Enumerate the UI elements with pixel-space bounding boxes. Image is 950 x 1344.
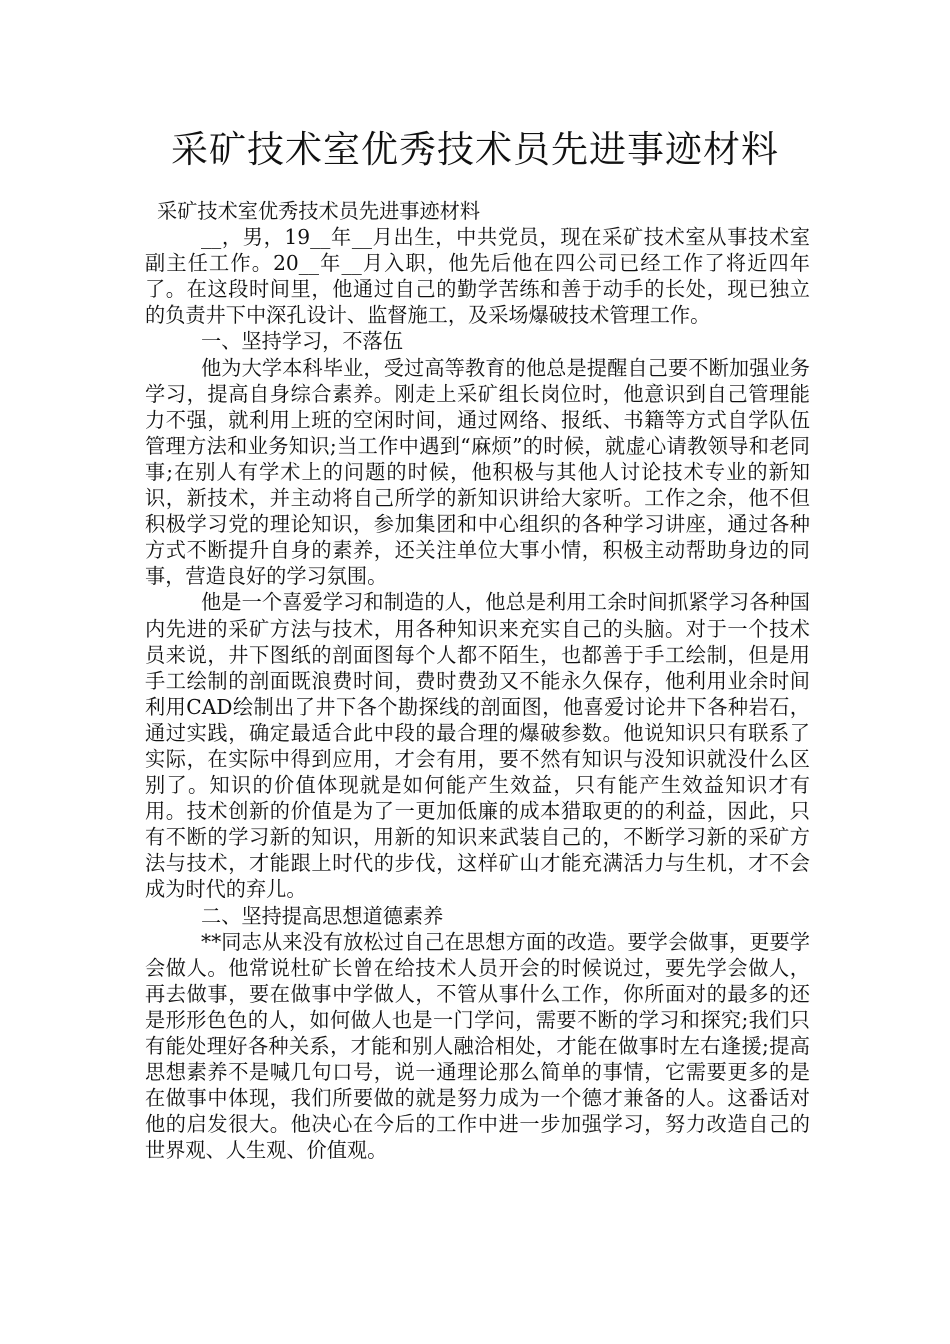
paragraph-study-2: 他是一个喜爱学习和制造的人，他总是利用工余时间抓紧学习各种国内先进的采矿方法与技术，用各种知识来充实自己的头脑。对于一个技术员来说，井下图纸的剖面图每个人都不陌生，也都善于手工绘制，但是用手工绘制的剖面既浪费时间，费时费劲又不能永久保存，他利用业余时间利用CAD绘制出了井下各个勘探线的剖面图，他喜爱讨论井下各种岩石，通过实践，确定最适合此中段的最合理的爆破参数。他说知识只有联系了实际，在实际中得到应用，才会有用，要不然有知识与没知识就没什么区别了。知识的价值体现就是如何能产生效益，只有能产生效益知识才有用。技术创新的价值是为了一更加低廉的成本猎取更的的利益，因此，只有不断的学习新的知识，用新的知识来武装自己的，不断学习新的采矿方法与技术，才能跟上时代的步伐，这样矿山才能充满活力与生机，才不会成为时代的弃儿。 (145, 590, 810, 902)
document-subtitle: 采矿技术室优秀技术员先进事迹材料 (157, 199, 481, 223)
document-body (145, 198, 810, 1163)
paragraph-study-1: 他为大学本科毕业，受过高等教育的他总是提醒自己要不断加强业务学习，提高自身综合素养。刚走上采矿组长岗位时，他意识到自己管理能力不强，就利用上班的空闲时间，通过网络、报纸、书籍等方式自学队伍管理方法和业务知识;当工作中遇到“麻烦”的时候，就虚心请教领导和老同事;在别人有学术上的问题的时候，他积极与其他人讨论技术专业的新知识，新技术，并主动将自己所学的新知识讲给大家听。工作之余，他不但积极学习党的理论知识，参加集团和中心组织的各种学习讲座，通过各种方式不断提升自身的素养，还关注单位大事小情，积极主动帮助身边的同事，营造良好的学习氛围。 (145, 355, 810, 589)
document-title: 采矿技术室优秀技术员先进事迹材料 (171, 128, 779, 171)
section-heading-2: 二、坚持提高思想道德素养 (201, 903, 444, 928)
section-heading-1: 一、坚持学习，不落伍 (201, 329, 403, 354)
paragraph-intro: __，男，19__年__月出生，中共党员，现在采矿技术室从事技术室副主任工作。20__年__月入职，他先后他在四公司已经工作了将近四年了。在这段时间里，他通过自己的勤学苦练和善于动手的长处，现已独立的负责井下中深孔设计、监督施工，及采场爆破技术管理工作。 (145, 225, 810, 328)
paragraph-morality: **同志从来没有放松过自己在思想方面的改造。要学会做事，更要学会做人。他常说杜矿长曾在给技术人员开会的时候说过，要先学会做人，再去做事，要在做事中学做人，不管从事什么工作，你所面对的最多的还是形形色色的人，如何做人也是一门学问，需要不断的学习和探究;我们只有能处理好各种关系，才能和别人融洽相处，才能在做事时左右逢援;提高思想素养不是喊几句口号，说一通理论那么简单的事情，它需要更多的是在做事中体现，我们所要做的就是努力成为一个德才兼备的人。这番话对他的启发很大。他决心在今后的工作中进一步加强学习，努力改造自己的世界观、人生观、价值观。 (145, 929, 810, 1163)
